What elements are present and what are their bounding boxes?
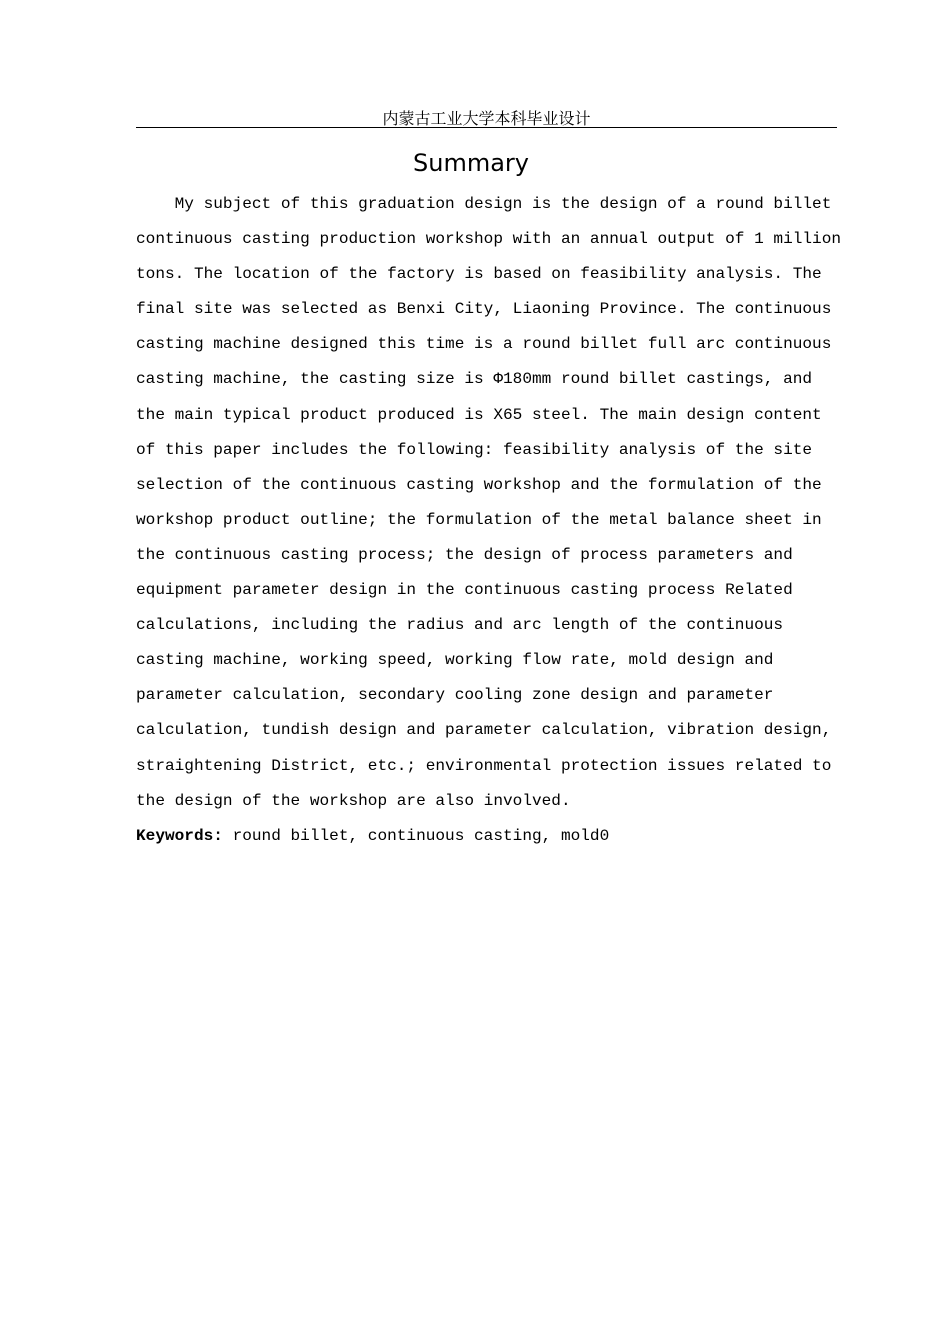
page-header [136, 108, 837, 128]
abstract-line: continuous casting production workshop with an annual output of 1 million [136, 230, 842, 249]
abstract-line: selection of the continuous casting workshop and the formulation of the [136, 475, 822, 494]
abstract-line: casting machine, working speed, working flow rate, mold design and [136, 651, 774, 670]
keywords-value: round billet, continuous casting, mold0 [222, 826, 610, 845]
abstract-line: straightening District, etc.; environmental protection issues related to [136, 756, 832, 775]
document-title: Summary [413, 149, 529, 177]
keywords-label: Keywords: [136, 826, 223, 845]
abstract-line: the main typical product produced is X65 steel. The main design content [136, 405, 822, 424]
abstract-line: the continuous casting process; the design of process parameters and [136, 545, 793, 564]
abstract-line: tons. The location of the factory is based on feasibility analysis. The [136, 265, 822, 284]
abstract-line: parameter calculation, secondary cooling zone design and parameter [136, 686, 774, 705]
keywords [136, 819, 850, 854]
abstract-body [136, 187, 850, 854]
abstract-line: calculations, including the radius and arc length of the continuous [136, 616, 784, 635]
abstract-line: of this paper includes the following: feasibility analysis of the site [136, 440, 813, 459]
abstract-line: equipment parameter design in the continuous casting process Related [136, 581, 793, 600]
abstract-line: casting machine designed this time is a round billet full arc continuous [136, 335, 832, 354]
abstract-line: calculation, tundish design and parameter calculation, vibration design, [136, 721, 832, 740]
abstract-line: final site was selected as Benxi City, Liaoning Province. The continuous [136, 300, 832, 319]
abstract-line: casting machine, the casting size is Φ180mm round billet castings, and [136, 370, 813, 389]
running-title: 内蒙古工业大学本科毕业设计 [382, 109, 591, 128]
abstract-line: My subject of this graduation design is the design of a round billet [136, 195, 832, 213]
abstract-line: workshop product outline; the formulation of the metal balance sheet in [136, 510, 822, 529]
abstract-line: the design of the workshop are also involved. [136, 791, 571, 810]
